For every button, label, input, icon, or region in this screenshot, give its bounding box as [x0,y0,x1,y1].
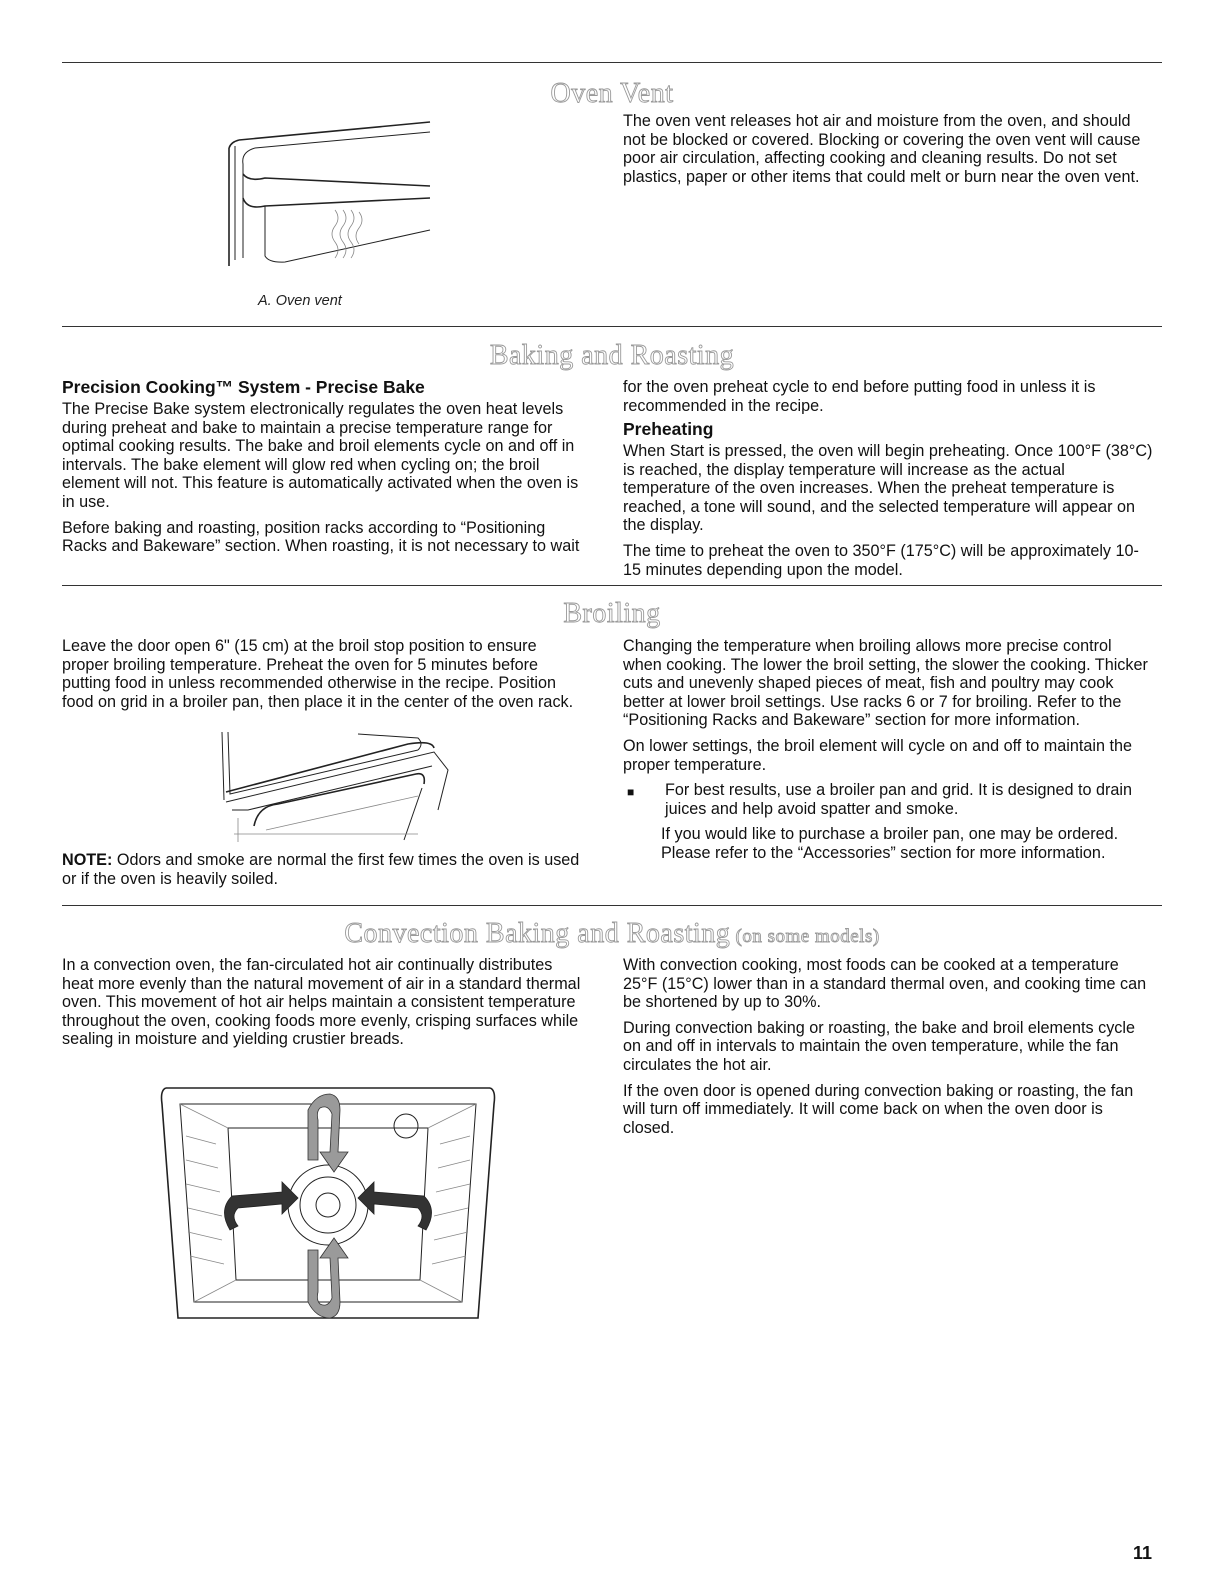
convection-left-column [62,956,587,1056]
bullet-square-icon: ■ [627,785,635,800]
racks-paragraph-continued [623,378,1153,414]
racks-paragraph-tail: for the oven preheat cycle to end before putting food in unless it is recommended in the recipe. [623,378,1096,414]
convection-door-paragraph: If the oven door is opened during convection baking or roasting, the fan will turn off immediately. It will come back on when the oven door is closed. [623,1081,1134,1137]
preheating-paragraph-2: The time to preheat the oven to 350°F (175°C) will be approximately 10-15 minutes depending upon the model. [623,541,1139,579]
broiling-title: Broiling [563,598,661,629]
baking-left-column [62,377,592,562]
oven-vent-title: Oven Vent [550,78,674,109]
convection-right-column [623,956,1153,1144]
broiling-rule [62,585,1162,586]
convection-title-main: Convection Baking and Roasting [344,918,731,949]
convection-temperature-paragraph: With convection cooking, most foods can be cooked at a temperature 25°F (15°C) lower than in a standard thermal oven, and cooking time can be shortened by up to 30%. [623,956,1147,1012]
baking-rule [62,326,1162,327]
oven-vent-caption: A. Oven vent [258,293,342,309]
page-number: 11 [1132,1543,1152,1563]
odor-note [62,851,587,888]
broil-temperature-paragraph: Changing the temperature when broiling allows more precise control when cooking. The lower the broil setting, the slower the cooking. Thicker cuts and unevenly shaped pieces of meat, fish and poultry may cook better at lower broil settings. Use racks 6 or 7 for broiling. Refer to the “Positioning Racks and Bakeware” section for more information. [623,637,1148,730]
broiler-pan-bullet [623,781,1153,818]
note-label: NOTE: [62,851,113,869]
convection-title-subtitle: (on some models) [730,926,880,947]
convection-fan-illustration [158,1080,498,1330]
precise-bake-paragraph: The Precise Bake system electronically regulates the oven heat levels during preheat and bake to maintain a precise temperature range for optimal cooking results. The bake and broil elements cycle on and off in intervals. The bake element will glow red when cycling on; the broil element will not. This feature is automatically activated when the oven is in use. [62,400,579,511]
note-text: Odors and smoke are normal the first few times the oven is used or if the oven is heavily soiled. [62,851,580,888]
convection-cycle-paragraph: During convection baking or roasting, the bake and broil elements cycle on and off in intervals to maintain the oven temperature, while the fan circulates the hot air. [623,1018,1135,1074]
broiling-note [62,851,587,895]
broiler-pan-bullet-text: For best results, use a broiler pan and grid. It is designed to drain juices and help avoid spatter and smoke. [665,781,1132,818]
baking-title: Baking and Roasting [489,340,735,371]
broiling-left-column [62,637,587,718]
baking-right-column [623,378,1153,586]
racks-paragraph: Before baking and roasting, position racks according to “Positioning Racks and Bakeware” section. When roasting, it is not necessary to wait [62,518,580,555]
top-rule [62,62,1162,63]
oven-vent-illustration [225,118,435,273]
broiler-door-illustration [218,730,458,845]
preheating-heading: Preheating [623,419,714,439]
convection-intro-paragraph: In a convection oven, the fan-circulated hot air continually distributes heat more evenly than the natural movement of air in a standard thermal oven. This movement of hot air helps maintain a consistent temperature throughout the oven, cooking foods more evenly, crisping surfaces while sealing in moisture and yielding crustier breads. [62,956,581,1049]
oven-vent-text [623,112,1153,193]
preheating-paragraph-1: When Start is pressed, the oven will begin preheating. Once 100°F (38°C) is reached, the display temperature will increase as the actual temperature of the oven increases. When the preheat temperature is reached, a tone will sound, and the selected temperature will appear on the display. [623,442,1153,535]
oven-vent-paragraph: The oven vent releases hot air and moisture from the oven, and should not be blocked or covered. Blocking or covering the oven vent will cause poor air circulation, affecting cooking and cleaning results. Do not set plastics, paper or other items that could melt or burn near the oven vent. [623,112,1141,186]
convection-rule [62,905,1162,906]
broil-cycle-paragraph: On lower settings, the broil element will cycle on and off to maintain the proper temperature. [623,736,1132,774]
convection-title [62,918,1162,950]
broil-door-paragraph: Leave the door open 6" (15 cm) at the broil stop position to ensure proper broiling temperature. Preheat the oven for 5 minutes before putting food in unless recommended otherwise in the recipe. Position food on grid in a broiler pan, then place it in the center of the oven rack. [62,637,574,711]
broiling-right-column [623,637,1153,870]
precise-bake-heading: Precision Cooking™ System - Precise Bake [62,377,425,397]
broiler-pan-purchase-paragraph: If you would like to purchase a broiler pan, one may be ordered. Please refer to the “Accessories” section for more information. [661,825,1119,862]
